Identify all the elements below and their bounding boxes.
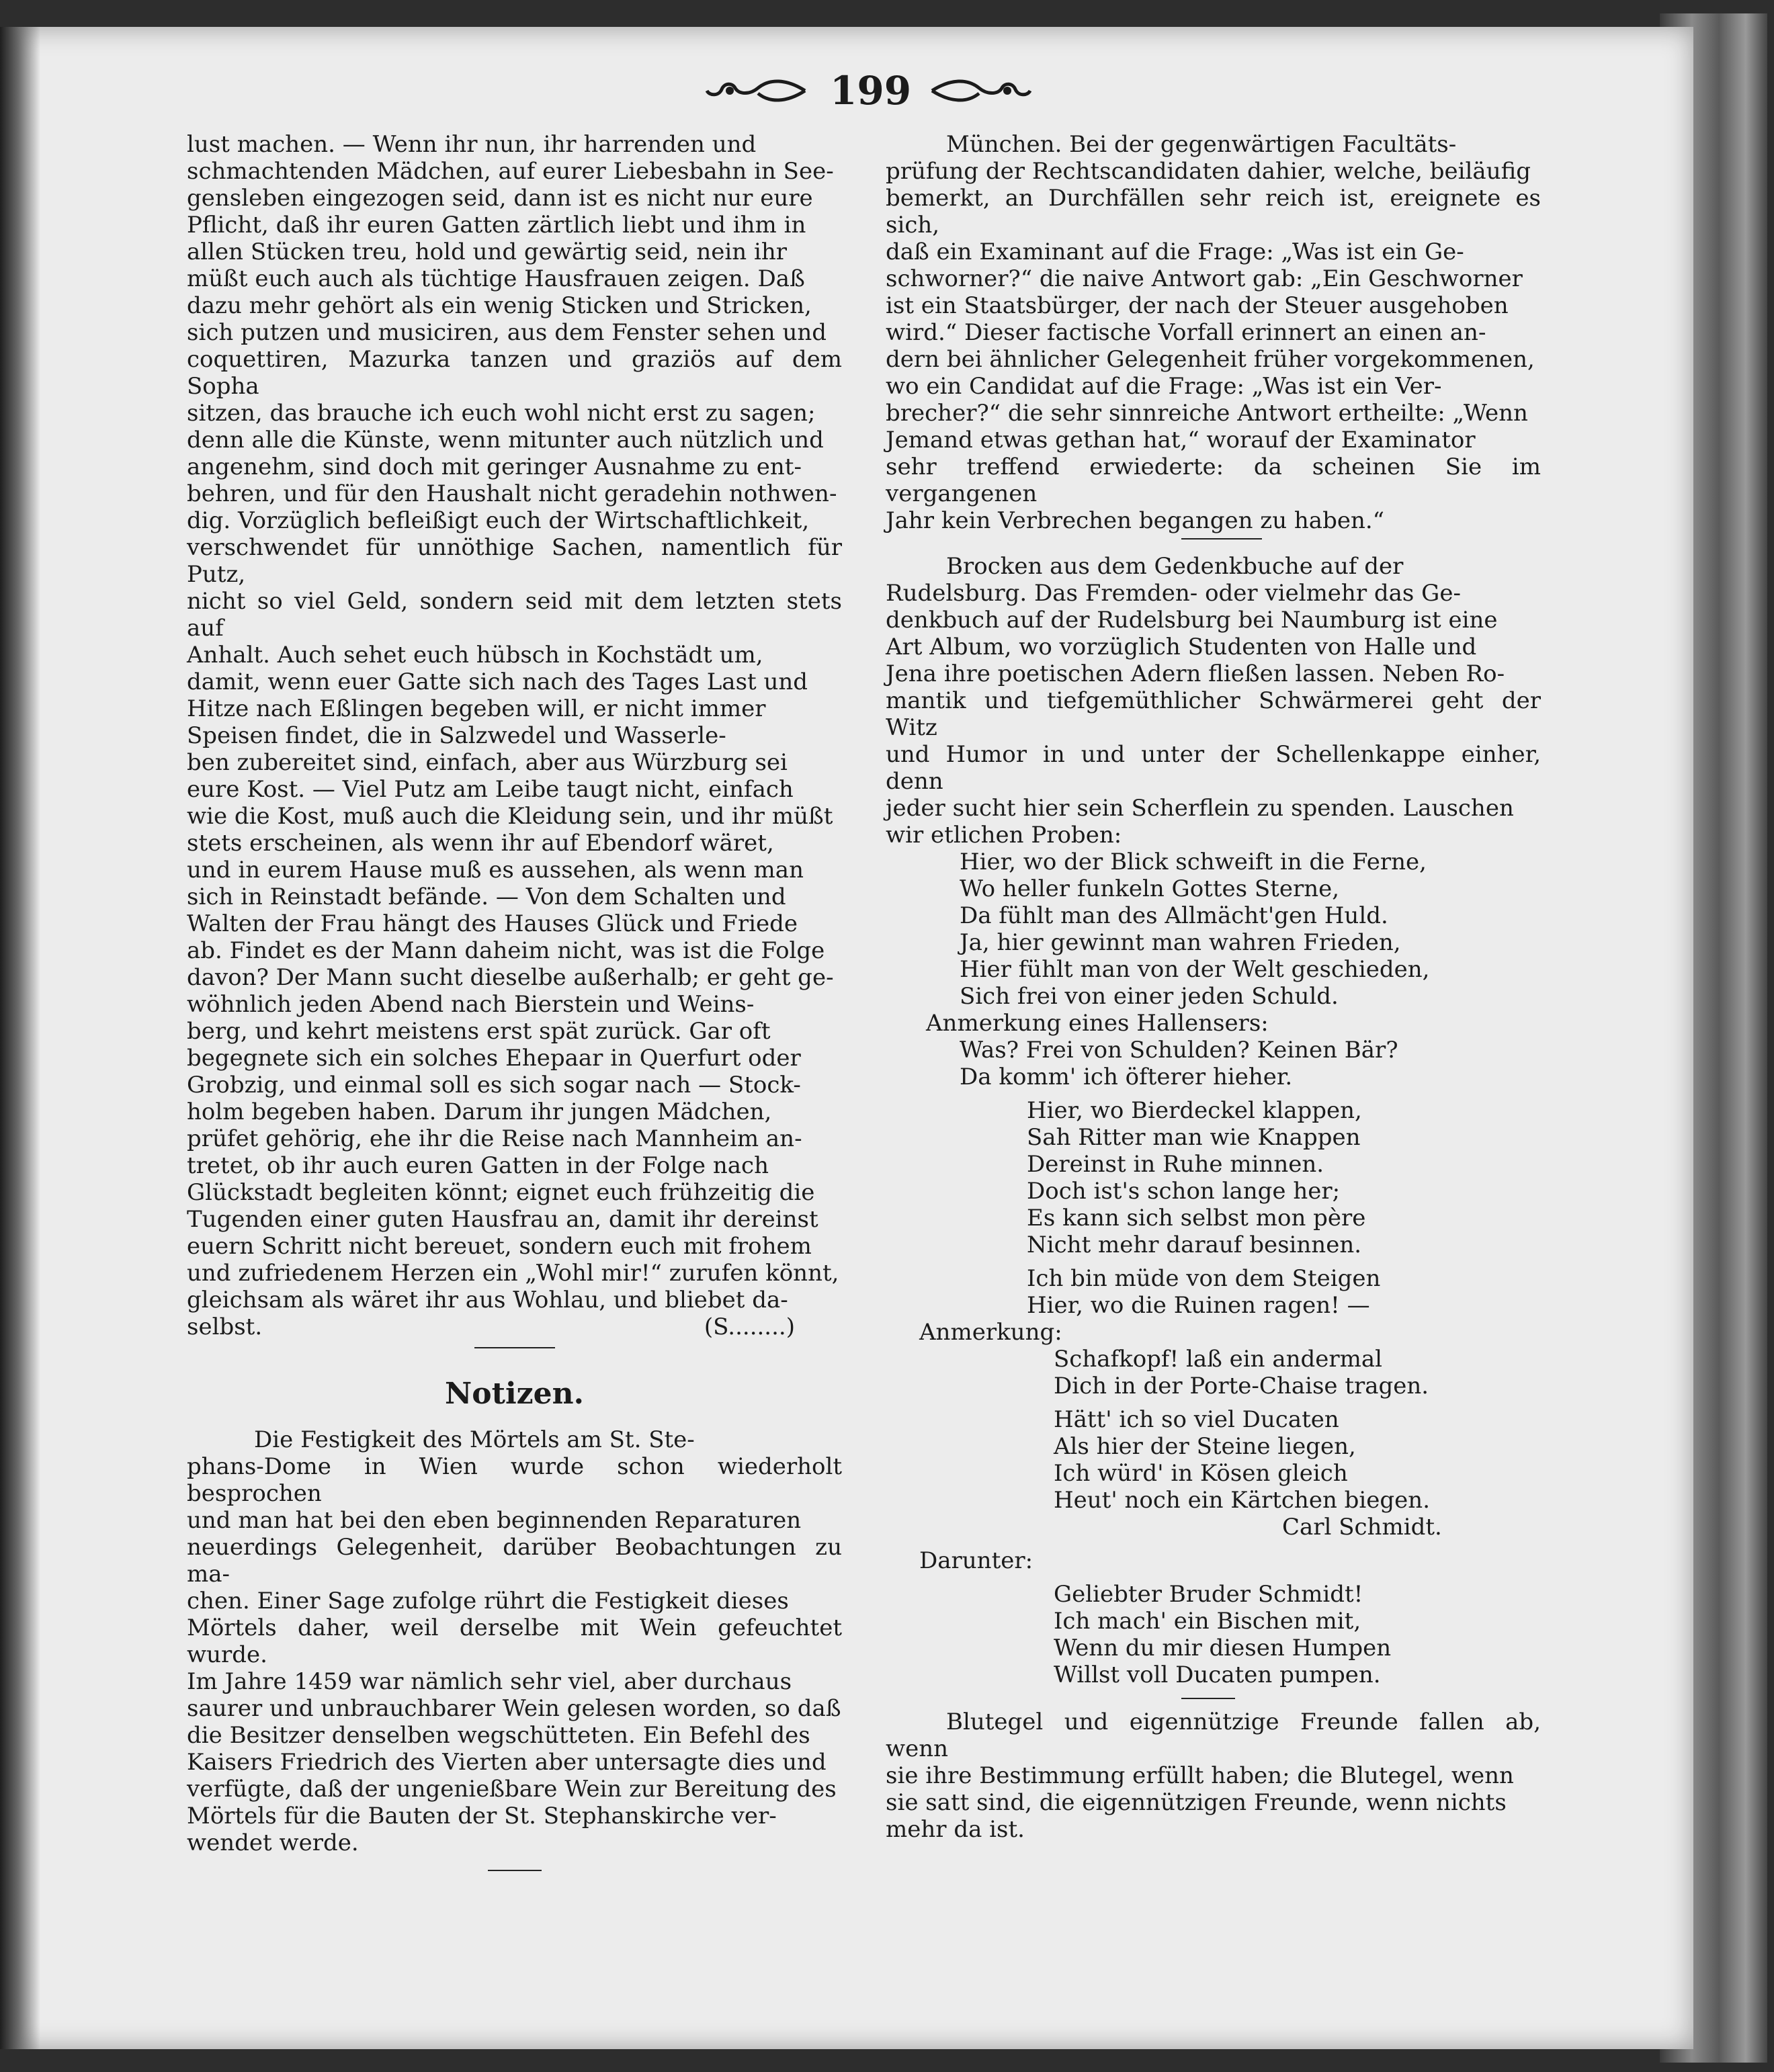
right-column [886, 131, 1541, 1843]
paragraph-line: begegnete sich ein solches Ehepaar in Querfurt oder [187, 1045, 801, 1072]
paragraph-line: jeder sucht hier sein Scherflein zu spenden. Lauschen [886, 795, 1514, 822]
paragraph-line: Brocken aus dem Gedenkbuche auf der [946, 553, 1404, 580]
paragraph-line: euern Schritt nicht bereuet, sondern euch mit frohem [187, 1233, 812, 1260]
verse-block [886, 1581, 1541, 1688]
article-rudelsburg [886, 553, 1541, 1688]
verse-line: Dereinst in Ruhe minnen. [1027, 1151, 1324, 1178]
paragraph-line: berg, und kehrt meistens erst spät zurück. Gar oft [187, 1018, 771, 1045]
verse-block [886, 1037, 1541, 1090]
verse-line: Es kann sich selbst mon père [1027, 1205, 1366, 1232]
paragraph-line: lust machen. — Wenn ihr nun, ihr harrenden und [187, 131, 757, 158]
paragraph-line: eure Kost. — Viel Putz am Leibe taugt nicht, einfach [187, 776, 794, 803]
verse-line: Da fühlt man des Allmächt'gen Huld. [960, 902, 1388, 929]
paragraph-line: Im Jahre 1459 war nämlich sehr viel, aber durchaus [187, 1668, 792, 1695]
article-blutegel [886, 1709, 1541, 1843]
verse-line: Ja, hier gewinnt man wahren Frieden, [960, 929, 1401, 956]
paragraph-line: Jena ihre poetischen Adern fließen lassen. Neben Ro- [886, 660, 1505, 687]
paragraph-line: gleichsam als wäret ihr aus Wohlau, und bliebet da- [187, 1287, 788, 1313]
paragraph-line: coquettiren, Mazurka tanzen und graziös auf dem Sopha [187, 346, 842, 400]
paragraph-line: Mörtels daher, weil derselbe mit Wein gefeuchtet wurde. [187, 1614, 842, 1668]
paragraph-line: verfügte, daß der ungenießbare Wein zur Bereitung des [187, 1776, 837, 1803]
note-label: Darunter: [919, 1547, 1033, 1574]
verse-line: Geliebter Bruder Schmidt! [1054, 1581, 1363, 1608]
note-label: Anmerkung: [919, 1319, 1062, 1346]
note-label: Anmerkung eines Hallensers: [926, 1010, 1269, 1037]
verse-line: Hier, wo die Ruinen ragen! — [1027, 1292, 1370, 1319]
verse-line: Dich in der Porte-Chaise tragen. [1054, 1373, 1429, 1399]
binding-shadow [0, 27, 40, 2049]
paragraph-line: prüfet gehörig, ehe ihr die Reise nach Mannheim an- [187, 1125, 802, 1152]
paragraph-line: Art Album, wo vorzüglich Studenten von Halle und [886, 634, 1477, 660]
verse-block [886, 1097, 1541, 1319]
verse-line: Ich mach' ein Bischen mit, [1054, 1608, 1361, 1635]
paragraph-line: phans-Dome in Wien wurde schon wiederholt besprochen [187, 1453, 842, 1507]
paragraph-line: saurer und unbrauchbarer Wein gelesen worden, so daß [187, 1695, 841, 1722]
paragraph-line: sehr treffend erwiederte: da scheinen Sie im vergangenen [886, 454, 1541, 507]
section-divider [1181, 1698, 1235, 1699]
paragraph-line: Hitze nach Eßlingen begeben will, er nicht immer [187, 695, 766, 722]
paragraph-line: schworner?“ die naive Antwort gab: „Ein Geschworner [886, 265, 1523, 292]
verse-line: Was? Frei von Schulden? Keinen Bär? [960, 1037, 1398, 1064]
paragraph-line: Anhalt. Auch sehet euch hübsch in Kochstädt um, [187, 642, 763, 668]
paragraph-line: ab. Findet es der Mann daheim nicht, was ist die Folge [187, 937, 825, 964]
paragraph-line: Blutegel und eigennützige Freunde fallen ab, wenn [886, 1709, 1541, 1762]
paragraph-line: wöhnlich jeden Abend nach Bierstein und Weins- [187, 991, 755, 1018]
paragraph-line: dig. Vorzüglich befleißigt euch der Wirtschaftlichkeit, [187, 507, 810, 534]
section-heading: Notizen. [445, 1377, 584, 1411]
paragraph-line: ben zubereitet sind, einfach, aber aus Würzburg sei [187, 749, 788, 776]
paragraph-line: und man hat bei den eben beginnenden Reparaturen [187, 1507, 802, 1534]
paragraph-line: wie die Kost, muß auch die Kleidung sein, und ihr müßt [187, 803, 833, 830]
end-divider [488, 1870, 542, 1871]
paragraph-line: wir etlichen Proben: [886, 822, 1122, 849]
closing-line [187, 1313, 842, 1340]
verse-line: Hier, wo der Blick schweift in die Ferne, [960, 849, 1427, 875]
paragraph-line: denkbuch auf der Rudelsburg bei Naumburg ist eine [886, 607, 1498, 634]
ornament-left-icon [706, 76, 806, 105]
paragraph-line: sich putzen und musiciren, aus dem Fenster sehen und [187, 319, 827, 346]
paragraph-line: und in eurem Hause muß es aussehen, als wenn man [187, 857, 804, 883]
paragraph-line: die Besitzer denselben wegschütteten. Ein Befehl des [187, 1722, 810, 1749]
paragraph-line: sie satt sind, die eigennützigen Freunde, wenn nichts [886, 1789, 1507, 1816]
verse-line: Sah Ritter man wie Knappen [1027, 1124, 1361, 1151]
page-number: 199 [830, 68, 912, 114]
page-header [0, 64, 1774, 118]
verse-line: Heut' noch ein Kärtchen biegen. [1054, 1487, 1431, 1514]
verse-line: Ich würd' in Kösen gleich [1054, 1460, 1348, 1487]
paragraph-line: denn alle die Künste, wenn mitunter auch nützlich und [187, 427, 824, 454]
article-hausfrauen [187, 131, 842, 1340]
paragraph-line: München. Bei der gegenwärtigen Facultäts- [946, 131, 1457, 158]
verse-block [886, 1346, 1541, 1541]
paragraph-line: ist ein Staatsbürger, der nach der Steuer ausgehoben [886, 292, 1509, 319]
paragraph-line: daß ein Examinant auf die Frage: „Was ist ein Ge- [886, 239, 1464, 265]
paragraph-line: tretet, ob ihr auch euren Gatten in der Folge nach [187, 1152, 769, 1179]
verse-line: Willst voll Ducaten pumpen. [1054, 1661, 1381, 1688]
verse-block [886, 849, 1541, 1010]
paragraph-line: holm begeben haben. Darum ihr jungen Mädchen, [187, 1098, 772, 1125]
paragraph-line: Jahr kein Verbrechen begangen zu haben.“ [886, 507, 1385, 534]
paragraph-line: chen. Einer Sage zufolge rührt die Festigkeit dieses [187, 1588, 789, 1614]
paragraph-line: dern bei ähnlicher Gelegenheit früher vorgekommenen, [886, 346, 1535, 373]
paragraph-line: gensleben eingezogen seid, dann ist es nicht nur eure [187, 185, 813, 212]
paragraph-line: müßt euch auch als tüchtige Hausfrauen zeigen. Daß [187, 265, 805, 292]
paragraph-line: Tugenden einer guten Hausfrau an, damit ihr dereinst [187, 1206, 818, 1233]
paragraph-line: wird.“ Dieser factische Vorfall erinnert an einen an- [886, 319, 1486, 346]
paragraph-line: sich in Reinstadt befände. — Von dem Schalten und [187, 883, 786, 910]
verse-line: Hier, wo Bierdeckel klappen, [1027, 1097, 1362, 1124]
paragraph-line: prüfung der Rechtscandidaten dahier, welche, beiläufig [886, 158, 1531, 185]
paragraph-line: Die Festigkeit des Mörtels am St. Ste- [254, 1426, 695, 1453]
verse-line: Wo heller funkeln Gottes Sterne, [960, 875, 1340, 902]
paragraph-line: verschwendet für unnöthige Sachen, namentlich für Putz, [187, 534, 842, 588]
paragraph-line: Glückstadt begleiten könnt; eignet euch frühzeitig die [187, 1179, 815, 1206]
paragraph-line: bemerkt, an Durchfällen sehr reich ist, ereignete es sich, [886, 185, 1541, 239]
verse-line: Schafkopf! laß ein andermal [1054, 1346, 1383, 1373]
paragraph-line: stets erscheinen, als wenn ihr auf Ebendorf wäret, [187, 830, 774, 857]
paragraph-line: Jemand etwas gethan hat,“ worauf der Examinator [886, 427, 1476, 454]
section-divider [1181, 538, 1262, 539]
paragraph-line: und Humor in und unter der Schellenkappe einher, denn [886, 741, 1541, 795]
paragraph-line: nicht so viel Geld, sondern seid mit dem letzten stets auf [187, 588, 842, 642]
verse-line: Hätt' ich so viel Ducaten [1054, 1406, 1339, 1433]
verse-line: Hier fühlt man von der Welt geschieden, [960, 956, 1430, 983]
paragraph-line: brecher?“ die sehr sinnreiche Antwort ertheilte: „Wenn [886, 400, 1528, 427]
paragraph-line: Walten der Frau hängt des Hauses Glück und Friede [187, 910, 798, 937]
paragraph-line: selbst. [187, 1313, 263, 1340]
ornament-right-icon [931, 76, 1031, 105]
paragraph-line: neuerdings Gelegenheit, darüber Beobachtungen zu ma- [187, 1534, 842, 1588]
paragraph-line: behren, und für den Haushalt nicht geradehin nothwen- [187, 480, 837, 507]
left-column [187, 131, 842, 1887]
paragraph-line: mehr da ist. [886, 1816, 1025, 1843]
paragraph-line: mantik und tiefgemüthlicher Schwärmerei geht der Witz [886, 687, 1541, 741]
paragraph-line: sitzen, das brauche ich euch wohl nicht erst zu sagen; [187, 400, 816, 427]
paragraph-line: sie ihre Bestimmung erfüllt haben; die Blutegel, wenn [886, 1762, 1514, 1789]
verse-line: Als hier der Steine liegen, [1054, 1433, 1356, 1460]
section-divider [474, 1347, 555, 1348]
paragraph-line: schmachtenden Mädchen, auf eurer Liebesbahn in See- [187, 158, 834, 185]
verse-line: Da komm' ich öfterer hieher. [960, 1064, 1293, 1090]
paragraph-line: Grobzig, und einmal soll es sich sogar nach — Stock- [187, 1072, 801, 1098]
verse-line: Sich frei von einer jeden Schuld. [960, 983, 1339, 1010]
verse-signature: Carl Schmidt. [1282, 1514, 1442, 1541]
paragraph-line: Speisen findet, die in Salzwedel und Wasserle- [187, 722, 726, 749]
author-signature: (S........) [704, 1313, 795, 1340]
article-moertel [187, 1426, 842, 1856]
verse-line: Doch ist's schon lange her; [1027, 1178, 1341, 1205]
paragraph-line: wo ein Candidat auf die Frage: „Was ist ein Ver- [886, 373, 1442, 400]
verse-line: Wenn du mir diesen Humpen [1054, 1635, 1392, 1661]
paragraph-line: dazu mehr gehört als ein wenig Sticken und Stricken, [187, 292, 812, 319]
paragraph-line: damit, wenn euer Gatte sich nach des Tages Last und [187, 668, 808, 695]
verse-line: Ich bin müde von dem Steigen [1027, 1265, 1381, 1292]
paragraph-line: wendet werde. [187, 1829, 359, 1856]
article-muenchen [886, 131, 1541, 534]
verse-line: Nicht mehr darauf besinnen. [1027, 1232, 1362, 1258]
paragraph-line: allen Stücken treu, hold und gewärtig seid, nein ihr [187, 239, 787, 265]
paragraph-line: Mörtels für die Bauten der St. Stephanskirche ver- [187, 1803, 777, 1829]
paragraph-line: und zufriedenem Herzen ein „Wohl mir!“ zurufen könnt, [187, 1260, 839, 1287]
paragraph-line: Kaisers Friedrich des Vierten aber untersagte dies und [187, 1749, 827, 1776]
paragraph-line: Pflicht, daß ihr euren Gatten zärtlich liebt und ihm in [187, 212, 806, 239]
paragraph-line: angenehm, sind doch mit geringer Ausnahme zu ent- [187, 454, 802, 480]
paragraph-line: Rudelsburg. Das Fremden- oder vielmehr das Ge- [886, 580, 1461, 607]
paragraph-line: davon? Der Mann sucht dieselbe außerhalb; er geht ge- [187, 964, 834, 991]
